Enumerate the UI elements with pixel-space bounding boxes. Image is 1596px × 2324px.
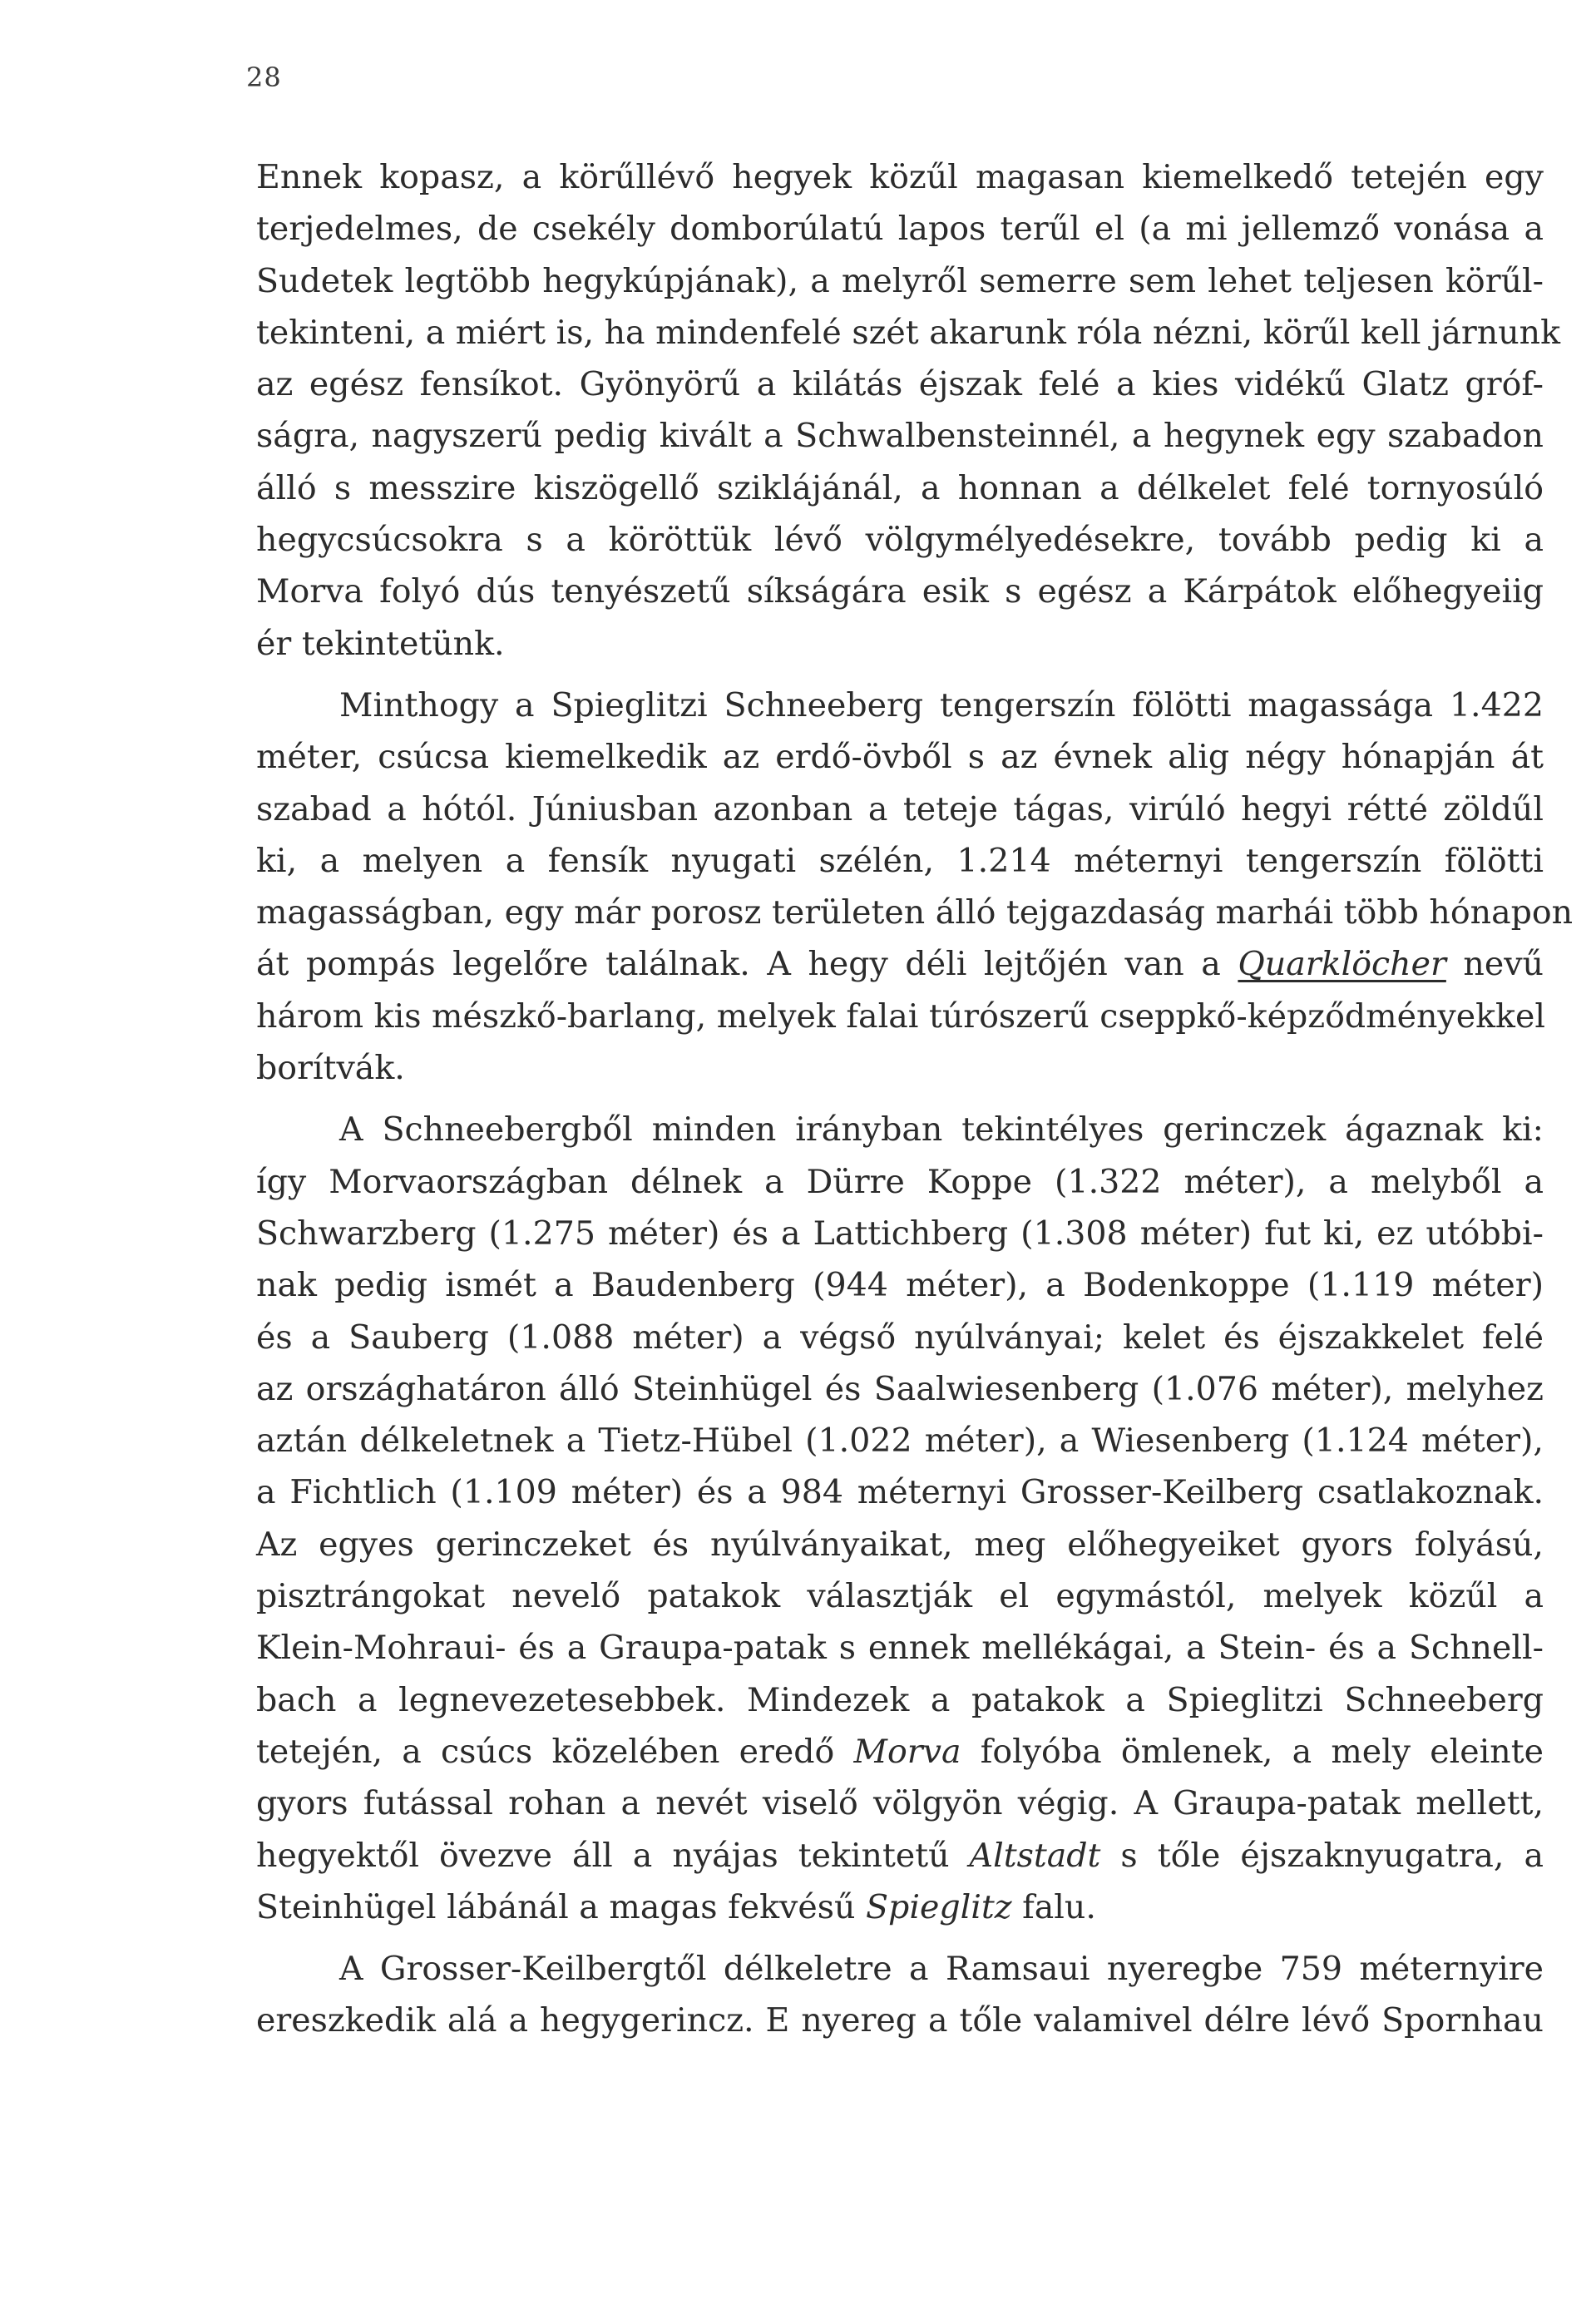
line-text: magasságban, egy már porosz területen álló tejgazdaság marhái több hónapon <box>256 893 1574 932</box>
line-text: Minthogy a Spieglitzi Schneeberg tengerszín fölötti magassága 1.422 <box>339 685 1544 724</box>
text-line <box>256 1312 1544 1363</box>
text-line <box>256 991 1544 1042</box>
text-line <box>256 1726 1544 1778</box>
line-text: aztán délkeletnek a Tietz-Hübel (1.022 méter), a Wiesenberg (1.124 méter), <box>256 1422 1544 1461</box>
line-text: három kis mészkő-barlang, melyek falai túrószerű cseppkő-képződményekkel <box>256 996 1545 1036</box>
line-text: át pompás legelőre találnak. A hegy déli lejtőjén van a <box>256 945 1238 984</box>
italic-place-name: Altstadt <box>969 1836 1101 1875</box>
text-line <box>256 410 1544 462</box>
line-text: így Morvaországban délnek a Dürre Koppe (1.322 méter), a melyből a <box>256 1162 1544 1201</box>
page-number: 28 <box>246 62 282 93</box>
line-text: falu. <box>1011 1887 1096 1926</box>
line-text: borítvák. <box>256 1049 405 1088</box>
line-text: pisztrángokat nevelő patakok választják el egymástól, melyek közűl a <box>256 1577 1544 1616</box>
line-text: Morva folyó dús tenyészetű síkságára esik s egész a Kárpátok előhegyeiig <box>256 572 1544 611</box>
text-line <box>256 462 1544 514</box>
line-text: folyóba ömlenek, a mely eleinte <box>961 1732 1544 1771</box>
line-text: hegyektől övezve áll a nyájas tekintetű <box>256 1836 970 1875</box>
line-text: Klein-Mohraui- és a Graupa-patak s ennek mellékágai, a Stein- és a Schnell- <box>256 1629 1544 1668</box>
text-line <box>256 1415 1544 1466</box>
text-line <box>256 1622 1544 1674</box>
text-line <box>256 1881 1544 1933</box>
line-text: méter, csúcsa kiemelkedik az erdő-övből s az évnek alig négy hónapján át <box>256 738 1544 777</box>
text-line <box>256 307 1561 358</box>
text-line <box>256 731 1544 783</box>
line-text: Steinhügel lábánál a magas fekvésű <box>256 1887 866 1926</box>
line-text: Az egyes gerinczeket és nyúlványaikat, meg előhegyeiket gyors folyású, <box>256 1525 1544 1564</box>
text-line <box>256 1208 1544 1259</box>
line-text: hegycsúcsokra s a köröttük lévő völgymélyedésekre, tovább pedig ki a <box>256 521 1544 560</box>
text-line <box>256 151 1544 203</box>
line-text: tetején, a csúcs közelében eredő <box>256 1732 854 1771</box>
line-text: és a Sauberg (1.088 méter) a végső nyúlványai; kelet és éjszakkelet felé <box>256 1318 1544 1357</box>
line-text: Ennek kopasz, a körűllévő hegyek közűl magasan kiemelkedő tetején egy <box>256 158 1544 196</box>
line-text: az egész fensíkot. Gyönyörű a kilátás éjszak felé a kies vidékű Glatz gróf- <box>256 365 1544 404</box>
text-line <box>256 566 1544 617</box>
text-line <box>256 887 1574 938</box>
line-text: gyors futással rohan a nevét viselő völgyön végig. A Graupa-patak mellett, <box>256 1784 1544 1823</box>
text-line <box>256 1259 1544 1311</box>
line-text: ér tekintetünk. <box>256 624 505 663</box>
text-line <box>256 618 1544 670</box>
line-text: nevű <box>1445 945 1544 984</box>
line-text: terjedelmes, de csekély domborúlatú lapos terűl el (a mi jellemző vonása a <box>256 210 1544 249</box>
text-line <box>256 203 1544 255</box>
line-text: A Schneebergből minden irányban tekintélyes gerinczek ágaznak ki: <box>339 1110 1544 1150</box>
text-line <box>256 1674 1544 1726</box>
line-text: szabad a hótól. Júniusban azonban a teteje tágas, virúló hegyi rétté zöldűl <box>256 789 1544 828</box>
text-line <box>256 1570 1544 1622</box>
line-text: Sudetek legtöbb hegykúpjának), a melyről semerre sem lehet teljesen körűl- <box>256 261 1544 300</box>
text-line <box>256 1363 1544 1415</box>
text-line <box>256 358 1544 410</box>
line-text: s tőle éjszaknyugatra, a <box>1100 1836 1544 1875</box>
line-text: bach a legnevezetesebbek. Mindezek a patakok a Spieglitzi Schneeberg <box>256 1680 1544 1719</box>
text-line <box>256 680 1544 731</box>
text-line <box>256 514 1544 566</box>
text-line <box>256 255 1544 307</box>
italic-place-name: Quarklöcher <box>1238 945 1446 984</box>
text-line <box>256 1943 1544 1995</box>
text-line <box>256 1104 1544 1155</box>
text-line <box>256 1519 1544 1570</box>
text-line <box>256 1995 1544 2046</box>
line-text: A Grosser-Keilbergtől délkeletre a Ramsaui nyeregbe 759 méternyire <box>339 1950 1544 1989</box>
text-line <box>256 1042 1544 1094</box>
text-line <box>256 1778 1544 1829</box>
line-text: Schwarzberg (1.275 méter) és a Lattichberg (1.308 méter) fut ki, ez utóbbi- <box>256 1214 1544 1253</box>
italic-place-name: Morva <box>853 1732 961 1771</box>
text-line <box>256 938 1544 990</box>
line-text: nak pedig ismét a Baudenberg (944 méter), a Bodenkoppe (1.119 méter) <box>256 1266 1544 1305</box>
italic-place-name: Spieglitz <box>865 1887 1012 1926</box>
line-text: a Fichtlich (1.109 méter) és a 984 méternyi Grosser-Keilberg csatlakoznak. <box>256 1473 1544 1512</box>
text-line <box>256 835 1544 887</box>
text-line <box>256 1156 1544 1208</box>
text-line <box>256 1830 1544 1881</box>
line-text: álló s messzire kiszögellő sziklájánál, a honnan a délkelet felé tornyosúló <box>256 468 1544 507</box>
text-line <box>256 784 1544 835</box>
line-text: az országhatáron álló Steinhügel és Saalwiesenberg (1.076 méter), melyhez <box>256 1369 1544 1408</box>
line-text: ki, a melyen a fensík nyugati szélén, 1.214 méternyi tengerszín fölötti <box>256 841 1544 880</box>
line-text: tekinteni, a miért is, ha mindenfelé szét akarunk róla nézni, körűl kell járnunk <box>256 313 1561 352</box>
body-text <box>256 151 1574 2047</box>
line-text: ságra, nagyszerű pedig kivált a Schwalbensteinnél, a hegynek egy szabadon <box>256 417 1544 456</box>
line-text: ereszkedik alá a hegygerincz. E nyereg a tőle valamivel délre lévő Spornhau <box>256 2001 1544 2040</box>
text-line <box>256 1466 1544 1518</box>
